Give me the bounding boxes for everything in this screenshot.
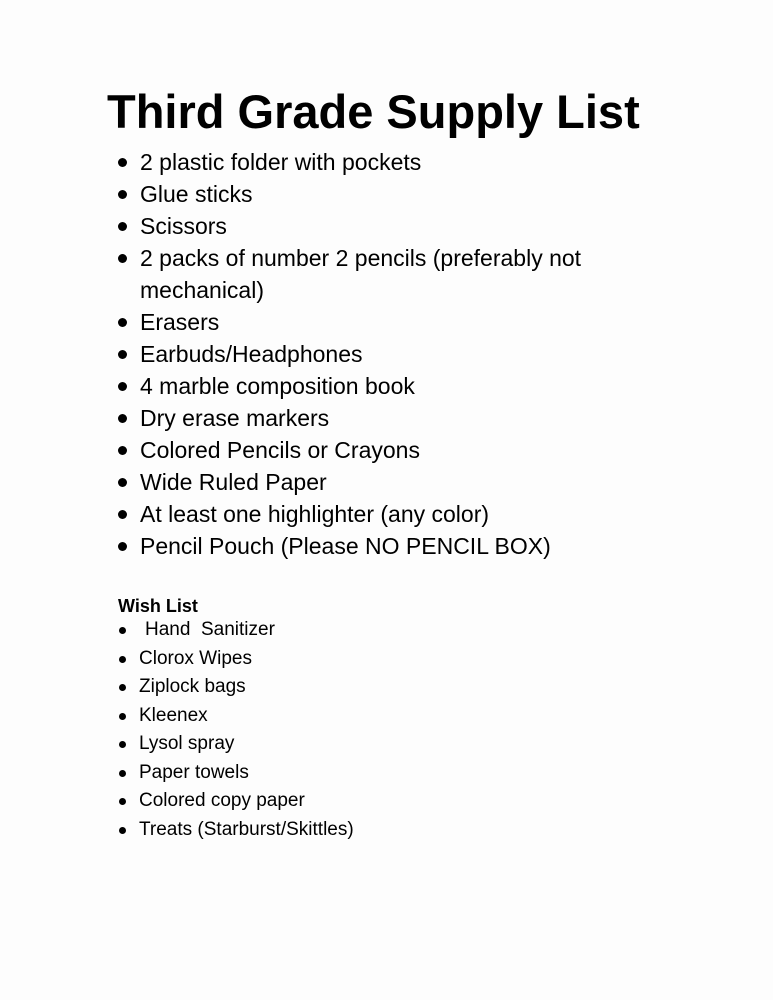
- bullet-icon: [118, 190, 127, 199]
- list-item-text: Pencil Pouch (Please NO PENCIL BOX): [140, 533, 551, 559]
- bullet-icon: [119, 798, 126, 805]
- list-item-text: Earbuds/Headphones: [140, 341, 363, 367]
- list-item-text: Colored Pencils or Crayons: [140, 437, 420, 463]
- list-item-text: At least one highlighter (any color): [140, 501, 490, 527]
- list-item: [118, 146, 678, 178]
- list-item-text: Glue sticks: [140, 181, 253, 207]
- wish-list-item-text: Colored copy paper: [139, 790, 305, 811]
- bullet-icon: [118, 158, 127, 167]
- wish-list-item: [118, 702, 538, 731]
- list-item: [118, 402, 678, 434]
- wish-list-item: [118, 645, 538, 674]
- bullet-icon: [118, 414, 127, 423]
- wish-list: [118, 616, 538, 844]
- bullet-icon: [119, 684, 126, 691]
- wish-list-item: [118, 673, 538, 702]
- list-item: [118, 466, 678, 498]
- wish-list-heading: Wish List: [118, 596, 198, 616]
- list-item-text: 2 plastic folder with pockets: [140, 149, 422, 175]
- bullet-icon: [119, 770, 126, 777]
- bullet-icon: [119, 713, 126, 720]
- wish-list-item-text: Clorox Wipes: [139, 647, 252, 669]
- page-title: Third Grade Supply List: [107, 85, 640, 138]
- supply-list: [118, 146, 678, 562]
- list-item: [118, 306, 678, 338]
- bullet-icon: [119, 656, 126, 663]
- list-item-text: Dry erase markers: [140, 405, 330, 431]
- wish-list-item: [118, 759, 538, 788]
- bullet-icon: [118, 446, 127, 455]
- bullet-icon: [118, 318, 127, 327]
- bullet-icon: [119, 827, 126, 834]
- wish-list-item: [118, 730, 538, 759]
- list-item-text: 4 marble composition book: [140, 373, 415, 399]
- list-item: [118, 498, 678, 530]
- bullet-icon: [119, 627, 126, 634]
- list-item: [118, 434, 678, 466]
- bullet-icon: [118, 542, 127, 551]
- list-item: [118, 210, 678, 242]
- bullet-icon: [118, 382, 127, 391]
- wish-list-item-text: Lysol spray: [139, 733, 235, 754]
- wish-list-item: [118, 787, 538, 816]
- list-item: [118, 530, 678, 562]
- bullet-icon: [118, 254, 127, 263]
- wish-list-item-text: Treats (Starburst/Skittles): [139, 818, 354, 840]
- bullet-icon: [119, 741, 126, 748]
- list-item: [118, 338, 678, 370]
- bullet-icon: [118, 222, 127, 231]
- list-item: [118, 178, 678, 210]
- bullet-icon: [118, 510, 127, 519]
- list-item: [118, 242, 678, 306]
- wish-list-item-text: Kleenex: [139, 704, 208, 726]
- list-item-text: Scissors: [140, 213, 227, 239]
- list-item: [118, 370, 678, 402]
- wish-list-item-text: Paper towels: [139, 761, 249, 783]
- wish-list-item-text: Ziplock bags: [139, 676, 246, 697]
- wish-list-item: [118, 616, 538, 645]
- bullet-icon: [118, 350, 127, 359]
- list-item-text: 2 packs of number 2 pencils (preferably not mechanical): [140, 245, 582, 303]
- list-item-text: Erasers: [140, 309, 220, 335]
- list-item-text: Wide Ruled Paper: [140, 469, 327, 495]
- bullet-icon: [118, 478, 127, 487]
- wish-list-item-text: Hand Sanitizer: [145, 619, 275, 640]
- wish-list-item: [118, 816, 538, 845]
